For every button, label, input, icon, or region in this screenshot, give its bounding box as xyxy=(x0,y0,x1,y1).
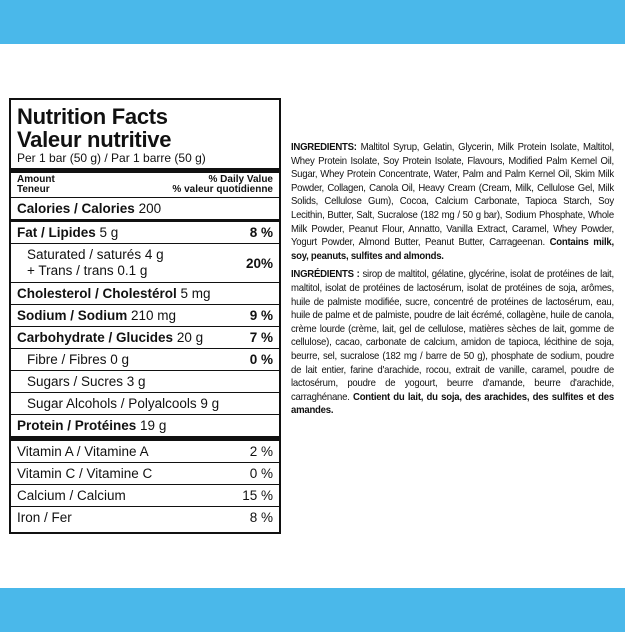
ingredients-en-heading: INGREDIENTS: xyxy=(291,142,357,153)
calcium-label: Calcium / Calcium xyxy=(17,488,126,503)
protein-value: 19 g xyxy=(140,418,167,433)
carbohydrate-label: Carbohydrate / Glucides xyxy=(17,330,174,345)
vitamin-c-row xyxy=(17,463,273,484)
calories-row xyxy=(17,198,273,219)
carbohydrate-percent: 7 % xyxy=(249,330,273,345)
ingredients-en-contains: Contains milk, soy, peanuts, sulfites and almonds. xyxy=(291,237,614,262)
calcium-percent: 15 % xyxy=(242,488,273,503)
header-amount: Amount xyxy=(17,174,55,185)
vitamin-c-percent: 0 % xyxy=(249,466,273,481)
iron-label: Iron / Fer xyxy=(17,510,72,525)
sodium-value: 210 mg xyxy=(131,308,177,323)
calcium-row xyxy=(17,485,273,506)
ingredients-en-text: Maltitol Syrup, Gelatin, Glycerin, Milk Protein Isolate, Maltitol, Whey Protein Isolate, Soy Protein Isolate, Flavours, Modified Palm Kernel Oil, Sugar, Whey Protein Concentrate, Water, Palm and Palm Kernel Oil, Skim Milk Powder, Collagen, Canola Oil, Heavy Cream (Cream, Milk, Cellulose Gel, Milk Solids, Cellulose Gum), Cocoa, Calcium Carbonate, Tapioca Starch, Soy Lecithin, Butter, Salt, Sucralose (182 mg / 50 g bar), Sodium Phosphate, Whole Milk Powder, Peanut Flour, Annatto, Vanilla Extract, Caramel, Whey Powder, Yogurt Powder, Almond Butter, Peanut Butter, Carrageenan. xyxy=(291,142,614,249)
nutrition-facts-table xyxy=(9,98,281,534)
sodium-percent: 9 % xyxy=(249,308,273,323)
serving-size: Per 1 bar (50 g) / Par 1 barre (50 g) xyxy=(17,151,206,165)
sugar-alcohols-row xyxy=(17,393,273,414)
sugars-row xyxy=(17,371,273,392)
fat-row xyxy=(17,222,273,243)
saturated-label: Saturated / saturés 4 g xyxy=(27,247,164,262)
fat-label: Fat / Lipides xyxy=(17,225,96,240)
cholesterol-label: Cholesterol / Cholestérol xyxy=(17,286,177,301)
sodium-row xyxy=(17,305,273,326)
calories-value: 200 xyxy=(138,201,162,216)
trans-label: + Trans / trans 0.1 g xyxy=(27,263,148,278)
ingredients-fr-contains: Contient du lait, du soja, des arachides, des sulfites et des amandes. xyxy=(291,391,614,417)
nutrition-title-en: Nutrition Facts xyxy=(17,104,168,129)
ingredients-fr xyxy=(291,268,614,418)
sugars-label: Sugars / Sucres 3 g xyxy=(27,374,146,389)
vitamin-a-label: Vitamin A / Vitamine A xyxy=(17,444,149,459)
vitamin-c-label: Vitamin C / Vitamine C xyxy=(17,466,153,481)
cholesterol-row xyxy=(17,283,273,304)
fibre-label: Fibre / Fibres 0 g xyxy=(27,352,130,367)
nutrition-title-fr: Valeur nutritive xyxy=(17,127,172,152)
header-valeur-quotidienne: % valeur quotidienne xyxy=(172,184,273,195)
iron-percent: 8 % xyxy=(249,510,273,525)
fibre-percent: 0 % xyxy=(249,352,273,367)
fibre-row xyxy=(17,349,273,370)
ingredients-block xyxy=(291,141,614,423)
protein-row xyxy=(17,415,273,436)
vitamin-a-percent: 2 % xyxy=(249,444,273,459)
fat-value: 5 g xyxy=(99,225,119,240)
iron-row xyxy=(17,507,273,528)
fat-percent: 8 % xyxy=(249,225,273,240)
ingredients-en xyxy=(291,141,614,263)
sugar-alcohols-label: Sugar Alcohols / Polyalcools 9 g xyxy=(27,396,220,411)
saturated-trans-row xyxy=(17,244,273,282)
saturated-trans-percent: 20% xyxy=(245,255,273,271)
top-color-band xyxy=(0,0,625,44)
vitamin-a-row xyxy=(17,441,273,462)
ingredients-fr-text: sirop de maltitol, gélatine, glycérine, isolat de protéines de lait, maltitol, isolat de protéines de lactosérum, isolat de protéines de soja, arômes, huile de palmiste modifiée, sucre, concentré de protéines de lactosérum, eau, huile de palme et de palmiste, poudre de lait écrémé, collagène, huile de canola, crème lourde (crème, lait, gel de cellulose, matières sèches de lait, gomme de cellulose), cacao, carbonate de calcium, amidon de tapioca, lécithine de soja, beurre, sel, sucralose (182 mg / barre de 50 g), phosphate de sodium, poudre de lait entier, farine d'arachide, rocou, extrait de vanille, caramel, poudre de lactosérum, poudre de yogourt, beurre d'amande, beurre d'arachide, carraghénane. xyxy=(291,269,614,403)
calories-label: Calories / Calories xyxy=(17,201,135,216)
cholesterol-value: 5 mg xyxy=(180,286,211,301)
header-daily-value: % Daily Value xyxy=(208,174,273,185)
sodium-label: Sodium / Sodium xyxy=(17,308,128,323)
table-header xyxy=(17,173,273,197)
ingredients-fr-heading: INGRÉDIENTS : xyxy=(291,269,360,281)
protein-label: Protein / Protéines xyxy=(17,418,137,433)
carbohydrate-row xyxy=(17,327,273,348)
carbohydrate-value: 20 g xyxy=(176,330,204,345)
header-teneur: Teneur xyxy=(17,184,50,195)
bottom-color-band xyxy=(0,588,625,632)
